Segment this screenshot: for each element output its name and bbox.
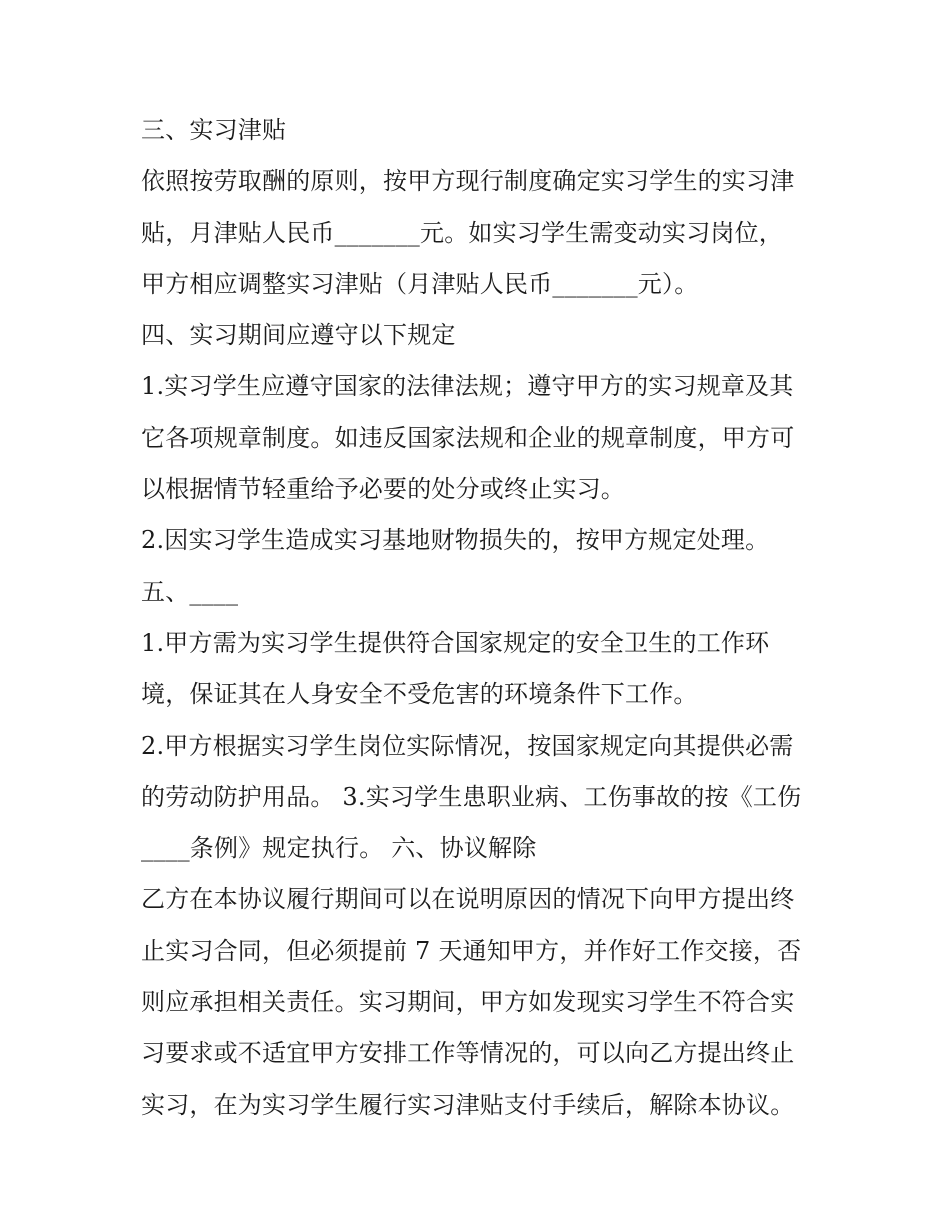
- paragraph-line: 1.实习学生应遵守国家的法律法规；遵守甲方的实习规章及其: [141, 372, 794, 401]
- paragraph-line: 贴，月津贴人民币_______元。如实习学生需变动实习岗位，: [141, 218, 783, 247]
- paragraph-line: 实习，在为实习学生履行实习津贴支付手续后，解除本协议。: [141, 1090, 795, 1119]
- paragraph-line: 2.因实习学生造成实习基地财物损失的，按甲方规定处理。: [141, 526, 770, 555]
- paragraph-line: 乙方在本协议履行期间可以在说明原因的情况下向甲方提出终: [141, 885, 795, 914]
- paragraph-line: ____条例》规定执行。 六、协议解除: [141, 834, 537, 863]
- section-heading-internship-allowance: 三、实习津贴: [141, 116, 287, 144]
- paragraph-line: 习要求或不适宜甲方安排工作等情况的，可以向乙方提出终止: [141, 1039, 795, 1068]
- paragraph-line: 1.甲方需为实习学生提供符合国家规定的安全卫生的工作环: [141, 628, 770, 657]
- paragraph-line: 止实习合同，但必须提前 7 天通知甲方，并作好工作交接，否: [141, 936, 802, 965]
- paragraph-line: 甲方相应调整实习津贴（月津贴人民币_______元）。: [141, 269, 699, 298]
- section-heading-rules: 四、实习期间应遵守以下规定: [141, 321, 456, 350]
- paragraph-line: 境，保证其在人身安全不受危害的环境条件下工作。: [141, 680, 698, 709]
- paragraph-line: 则应承担相关责任。实习期间，甲方如发现实习学生不符合实: [141, 988, 795, 1017]
- paragraph-line: 依照按劳取酬的原则，按甲方现行制度确定实习学生的实习津: [141, 167, 795, 196]
- paragraph-line: 2.甲方根据实习学生岗位实际情况，按国家规定向其提供必需: [141, 731, 794, 760]
- paragraph-line: 的劳动防护用品。 3.实习学生患职业病、工伤事故的按《工伤: [141, 782, 802, 811]
- paragraph-line: 它各项规章制度。如违反国家法规和企业的规章制度，甲方可: [141, 423, 795, 452]
- document-body: [141, 105, 821, 1131]
- paragraph-line: 以根据情节轻重给予必要的处分或终止实习。: [141, 475, 625, 504]
- section-heading-five: 五、____: [141, 577, 239, 606]
